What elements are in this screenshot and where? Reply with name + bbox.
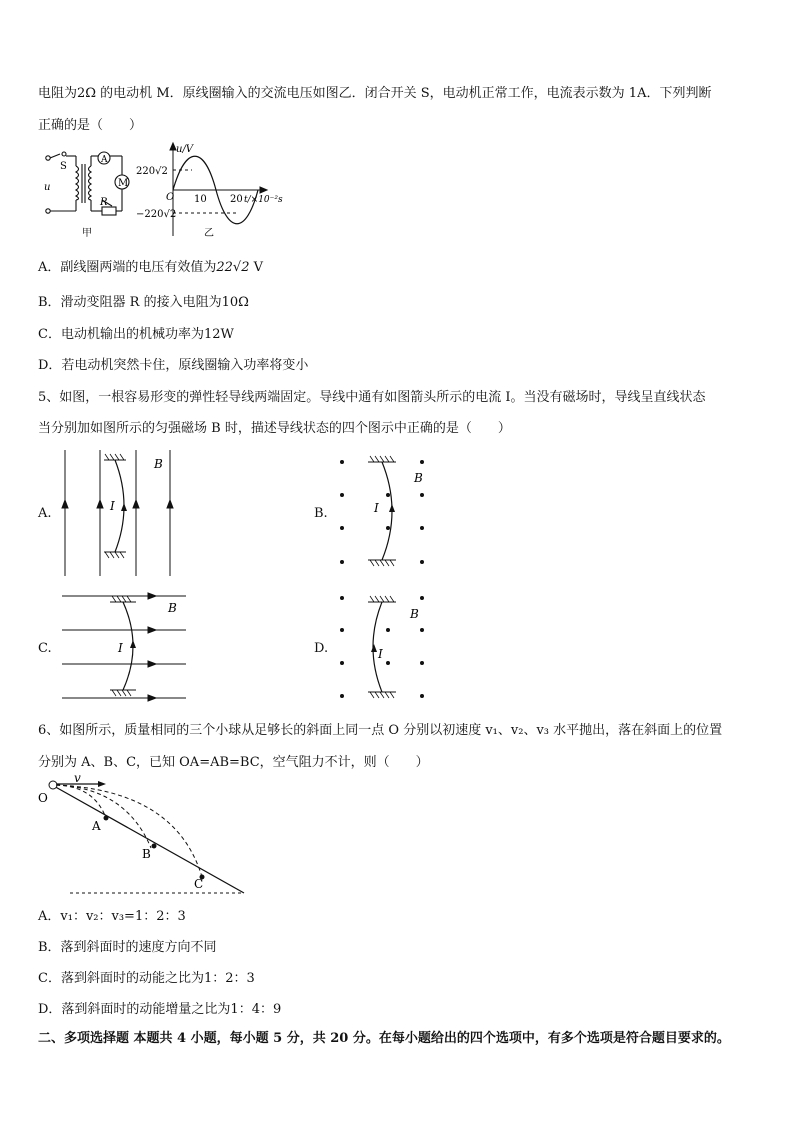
q4-option-a [38,256,263,275]
q4-option-a-prefix: A．副线圈两端的电压有效值为 [38,260,217,275]
field-label-a: B [154,457,163,471]
q5-stem-line1: 5、如图，一根容易形变的弹性轻导线两端固定。导线中通有如图箭头所示的电流 I。当没有磁场时，导线呈直线状态 [38,390,706,405]
point-c-label: C [194,877,204,891]
ymax-label: 220√2 [136,166,168,177]
coil-label: u [44,182,51,193]
q6-option-c: C．落到斜面时的动能之比为1：2：3 [38,971,255,986]
origin-label: O [166,192,175,203]
current-label-d: I [378,647,383,661]
point-a-label: A [92,819,101,833]
motor-label: M [118,178,129,189]
q5-figure-c [60,590,190,706]
current-label-a: I [110,499,115,513]
q6-incline-figure [36,774,256,900]
q5-option-d-label: D. [314,641,329,656]
q5-stem-line2: 当分别加如图所示的匀强磁场 B 时，描述导线状态的四个图示中正确的是（ ） [38,421,511,436]
point-o-label: O [38,791,48,805]
velocity-label: v [74,774,81,785]
ammeter-label: A [101,155,108,165]
switch-label: S [60,161,67,172]
field-label-b: B [414,471,423,485]
q4-option-a-math: 22√2 [216,260,250,275]
q4-stem-line2: 正确的是（ ） [38,118,143,133]
field-label-c: B [168,601,177,615]
q5-figure-d [336,592,436,704]
q6-stem-line2: 分别为 A、B、C，已知 OA=AB=BC，空气阻力不计，则（ ） [38,755,429,770]
current-label-c: I [118,641,123,655]
q5-option-a-label: A. [38,506,52,521]
tick-10: 10 [194,194,207,205]
tick-20: 20 [230,194,243,205]
x-axis-label: t/×10⁻²s [244,195,283,205]
q6-option-b: B．落到斜面时的速度方向不同 [38,940,217,955]
q4-option-b: B．滑动变阻器 R 的接入电阻为10Ω [38,295,249,310]
voltage-graph [136,140,296,240]
q4-stem-line1: 电阻为2Ω 的电动机 M．原线圈输入的交流电压如图乙．闭合开关 S，电动机正常工作，电流表示数为 1A．下列判断 [38,86,712,101]
q5-option-b-label: B. [314,506,328,521]
q5-option-c-label: C. [38,641,52,656]
ymin-label: −220√2 [136,209,177,220]
q4-option-a-suffix: V [249,260,264,275]
field-label-d: B [410,607,419,621]
figure-jia-caption: 甲 [82,228,92,238]
figure-yi-caption: 乙 [204,228,214,239]
q6-option-a: A．v₁：v₂：v₃=1：2：3 [38,909,186,924]
q4-option-d: D．若电动机突然卡住，原线圈输入功率将变小 [38,358,309,373]
point-b-label: B [142,847,151,861]
circuit-figure [40,148,140,238]
current-label-b: I [374,501,379,515]
q5-figure-a [58,448,188,578]
q4-option-c: C．电动机输出的机械功率为12W [38,327,234,342]
q6-option-d: D．落到斜面时的动能增量之比为1：4：9 [38,1002,282,1017]
section2-heading: 二、多项选择题 本题共 4 小题，每小题 5 分，共 20 分。在每小题给出的四个选项中，有多个选项是符合题目要求的。 [38,1031,730,1046]
q6-stem-line1: 6、如图所示，质量相同的三个小球从足够长的斜面上同一点 O 分别以初速度 v₁、v₂、v₃ 水平抛出，落在斜面上的位置 [38,723,723,738]
q5-figure-b [336,452,436,582]
resistor-label: R [100,197,108,208]
y-axis-label: u/V [176,144,194,155]
